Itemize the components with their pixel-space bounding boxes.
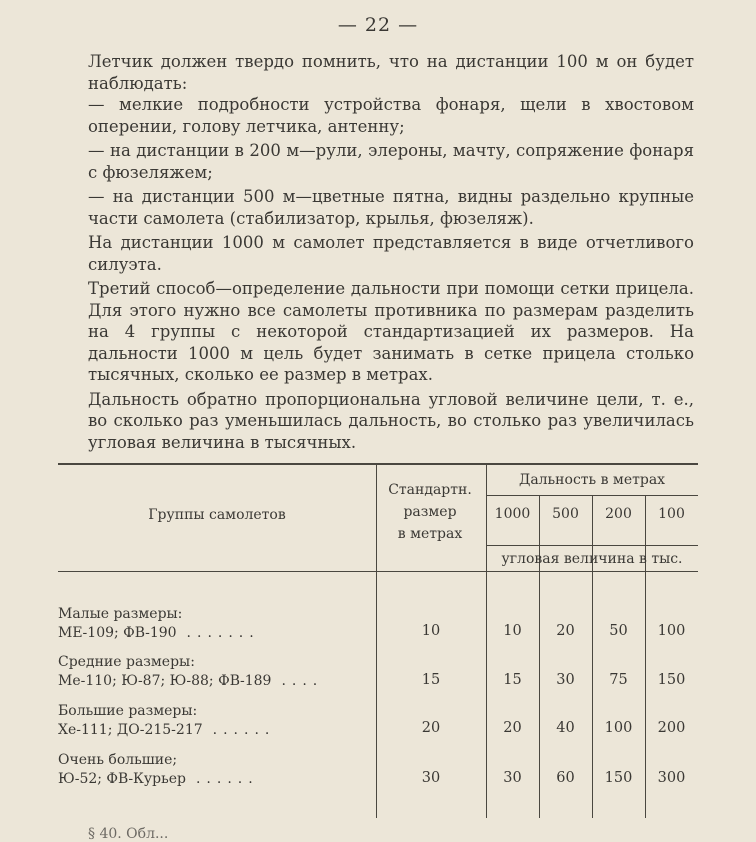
header-std-line: в метрах xyxy=(397,526,463,542)
row-value: 20 xyxy=(503,720,522,736)
row-value: 40 xyxy=(556,720,575,736)
row-value: 15 xyxy=(503,672,522,688)
row-label: Малые размеры: xyxy=(58,606,183,622)
table-row xyxy=(58,751,376,789)
header-angular-unit: угловая величина в тыс. xyxy=(501,551,683,567)
row-std: 15 xyxy=(421,672,441,688)
row-value: 300 xyxy=(657,770,686,786)
row-models: Ме-110; Ю-87; Ю-88; ФВ-189 .... xyxy=(58,673,324,689)
row-std: 20 xyxy=(421,720,441,736)
row-value: 150 xyxy=(657,672,686,688)
table-hline xyxy=(486,495,698,496)
header-groups: Группы самолетов xyxy=(148,507,286,523)
row-value: 30 xyxy=(503,770,522,786)
header-distance-500: 500 xyxy=(552,506,579,522)
row-models: Хе-111; ДО-215-217 ...... xyxy=(58,722,276,738)
row-label: Очень большие; xyxy=(58,752,178,768)
header-distance-100: 100 xyxy=(658,506,685,522)
row-label: Большие размеры: xyxy=(58,703,198,719)
table-top-rule xyxy=(58,463,698,465)
header-standard-size xyxy=(376,479,484,545)
row-value: 150 xyxy=(604,770,633,786)
row-label: Средние размеры: xyxy=(58,654,195,670)
page-number: — 22 — xyxy=(337,14,419,36)
row-models: МЕ-109; ФВ-190 ....... xyxy=(58,625,260,641)
paragraph-500m: — на дистанции 500 м—цветные пятна, видны раздельно крупные части самолета (стабилизатор, крылья, фюзеляж). xyxy=(88,187,694,228)
table-row xyxy=(58,653,376,691)
header-distance-200: 200 xyxy=(605,506,632,522)
row-value: 100 xyxy=(657,623,686,639)
footer-fragment: § 40. Обл... xyxy=(88,826,169,842)
row-value: 100 xyxy=(604,720,633,736)
row-value: 60 xyxy=(556,770,575,786)
header-distance-1000: 1000 xyxy=(494,506,531,522)
row-value: 75 xyxy=(609,672,628,688)
row-std: 30 xyxy=(421,770,441,786)
header-std-line: размер xyxy=(403,504,457,520)
row-value: 50 xyxy=(609,623,628,639)
row-value: 10 xyxy=(503,623,522,639)
paragraph-intro: Летчик должен твердо помнить, что на дистанции 100 м он будет наблюдать: xyxy=(88,52,694,93)
body-text xyxy=(88,51,694,453)
row-value: 30 xyxy=(556,672,575,688)
paragraph-100m: — мелкие подробности устройства фонаря, щели в хвостовом оперении, голову летчика, антенну; xyxy=(88,95,694,136)
paragraph-proportion: Дальность обратно пропорциональна угловой величине цели, т. е., во сколько раз уменьшилась дальность, во столько раз увеличилась угловая величина в тысячных. xyxy=(88,389,694,452)
paragraph-200m: — на дистанции в 200 м—рули, элероны, мачту, сопряжение фонаря с фюзеляжем; xyxy=(88,141,694,182)
row-value: 200 xyxy=(657,720,686,736)
table-header-rule xyxy=(58,571,698,572)
row-models: Ю-52; ФВ-Курьер ...... xyxy=(58,771,259,787)
paragraph-1000m: На дистанции 1000 м самолет представляется в виде отчетливого силуэта. xyxy=(88,233,694,274)
range-table xyxy=(58,463,698,818)
table-row xyxy=(58,605,376,643)
row-value: 20 xyxy=(556,623,575,639)
header-distance: Дальность в метрах xyxy=(518,472,666,488)
table-hline xyxy=(486,545,698,546)
row-std: 10 xyxy=(421,623,441,639)
paragraph-third-method: Третий способ—определение дальности при помощи сетки прицела. Для этого нужно все самолеты противника по размерам разделить на 4 группы с некоторой стандартизацией их размеров. На дальности 1000 м цель будет занимать в сетке прицела столько тысячных, сколько ее размер в метрах. xyxy=(88,279,694,384)
header-std-line: Стандартн. xyxy=(388,482,472,498)
table-row xyxy=(58,702,376,740)
